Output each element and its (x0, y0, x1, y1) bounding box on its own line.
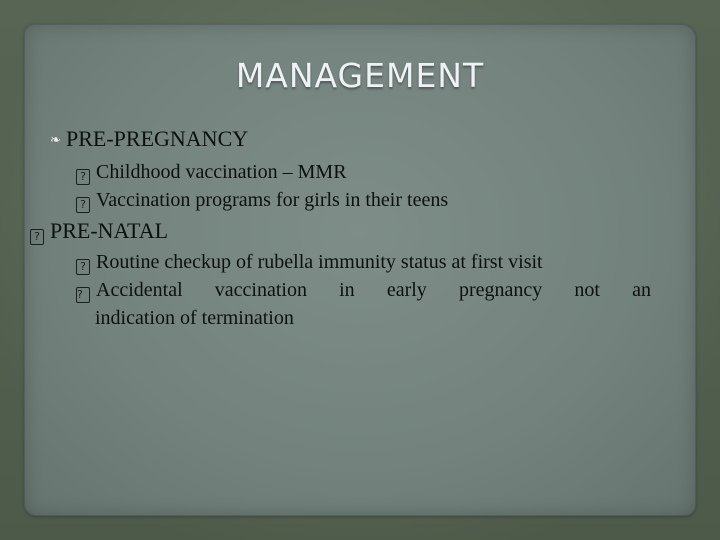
question-box-icon: ? (76, 169, 90, 185)
question-box-icon: ? (76, 197, 90, 213)
list-item-text: Childhood vaccination – MMR (96, 161, 347, 183)
list-item (76, 158, 678, 186)
slide-content (34, 124, 678, 332)
list-item-text: Accidental vaccination in early pregnancy not an (96, 279, 651, 301)
question-box-icon: ? (76, 259, 90, 275)
page-title: MANAGEMENT (235, 56, 485, 95)
section-pre-pregnancy-heading (50, 124, 678, 156)
decorative-bullet-icon: ❧ (50, 133, 61, 148)
list-item-text-line-1 (76, 276, 651, 304)
list-item (76, 276, 651, 332)
section-heading-label: PRE-NATAL (50, 218, 169, 243)
list-item-text: Routine checkup of rubella immunity status at first visit (96, 251, 543, 273)
list-item (76, 248, 678, 276)
section-pre-natal-heading (34, 216, 678, 246)
question-box-icon: ? (76, 287, 90, 303)
question-box-icon: ? (30, 229, 44, 245)
section-heading-label: PRE-PREGNANCY (66, 126, 249, 151)
list-item-text-line-2: indication of termination (95, 307, 294, 329)
list-item-text: Vaccination programs for girls in their teens (96, 189, 449, 211)
list-item (76, 186, 678, 214)
